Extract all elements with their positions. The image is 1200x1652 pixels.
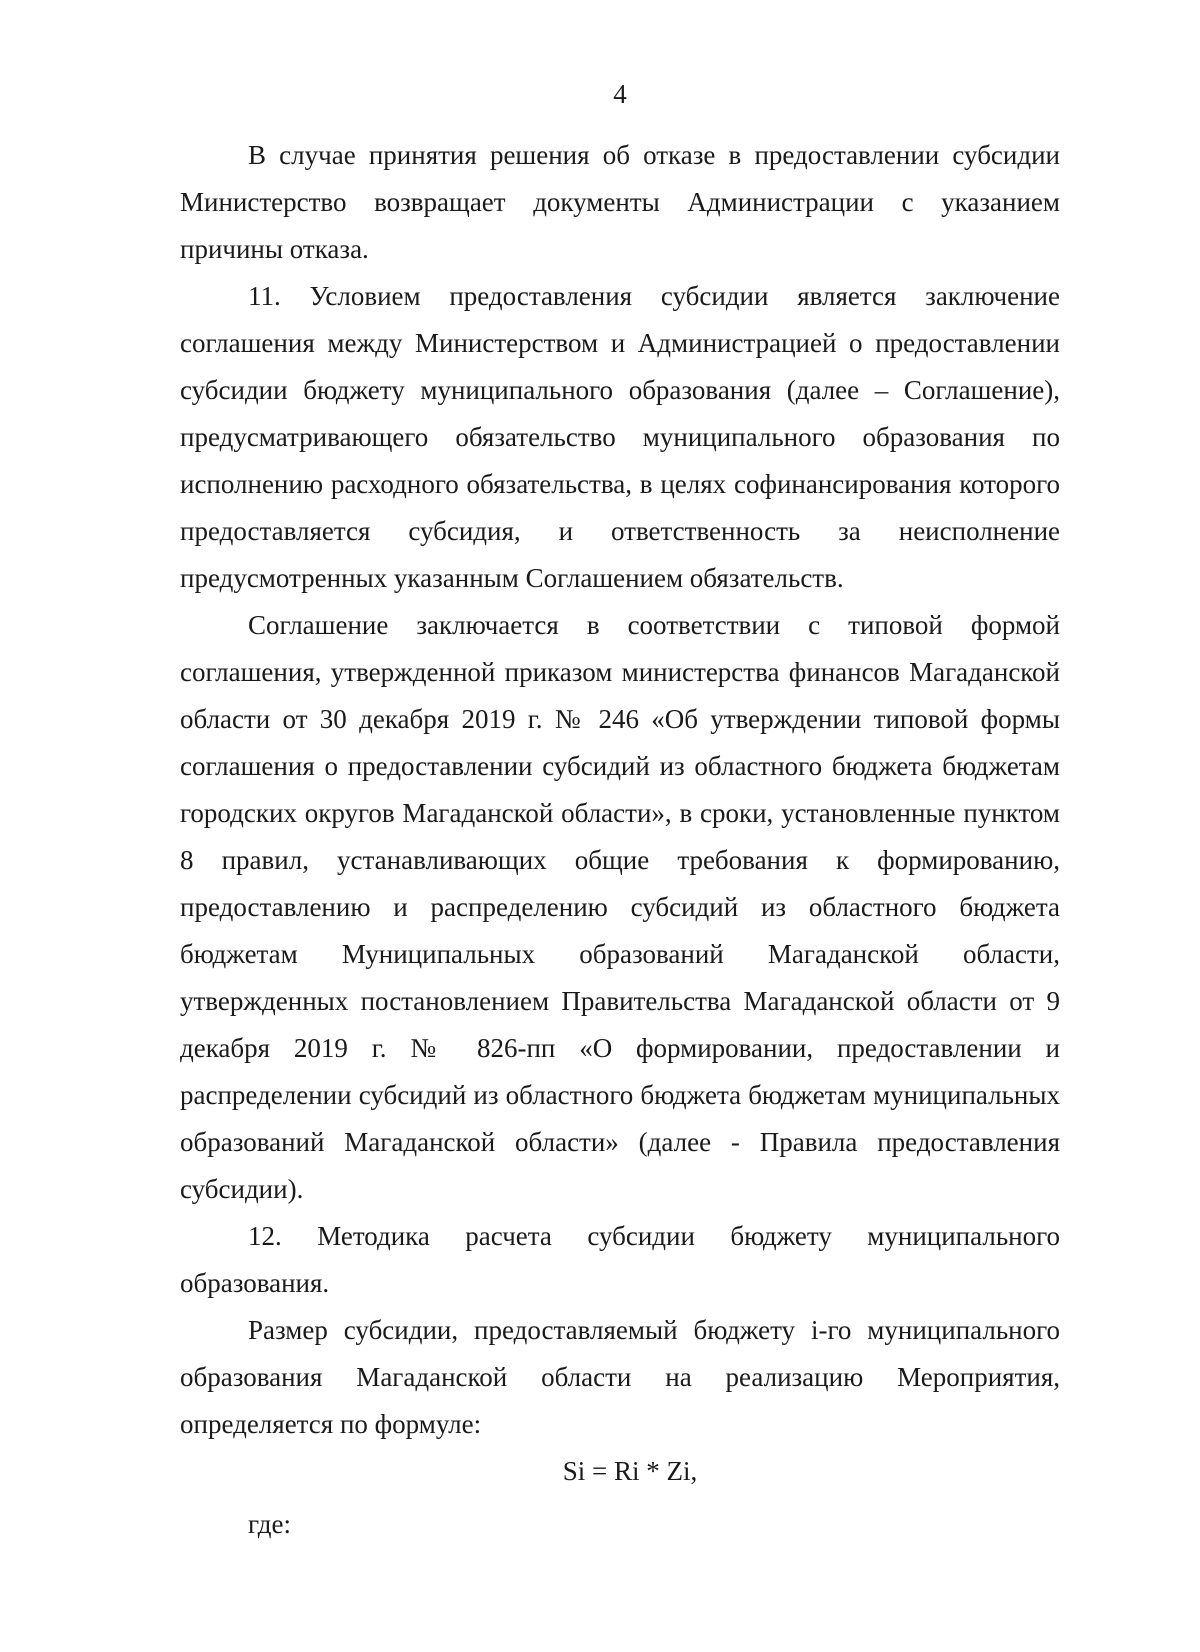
paragraph-item-11: 11. Условием предоставления субсидии является заключение соглашения между Министерством и Администрацией о предоставлении субсидии бюджету муниципального образования (далее – Соглашение), предусматривающего обязательство муниципального образования по исполнению расходного обязательства, в целях софинансирования которого предоставляется субсидия, и ответственность за неисполнение предусмотренных указанным Соглашением обязательств. (180, 281, 1060, 593)
paragraph-agreement: Соглашение заключается в соответствии с типовой формой соглашения, утвержденной приказом министерства финансов Магаданской области от 30 декабря 2019 г. № 246 «Об утверждении типовой формы соглашения о предоставлении субсидий из областного бюджета бюджетам городских округов Магаданской области», в сроки, установленные пунктом 8 правил, устанавливающих общие требования к формированию, предоставлению и распределению субсидий из областного бюджета бюджетам Муниципальных образований Магаданской области, утвержденных постановлением Правительства Магаданской области от 9 декабря 2019 г. № 826-пп «О формировании, предоставлении и распределении субсидий из областного бюджета бюджетам муниципальных образований Магаданской области» (далее - Правила предоставления субсидии). (180, 610, 1060, 1204)
paragraph-item-12: 12. Методика расчета субсидии бюджету муниципального образования. (180, 1221, 1060, 1298)
formula: Si = Ri * Zi, (562, 1456, 698, 1486)
paragraph-refusal: В случае принятия решения об отказе в предоставлении субсидии Министерство возвращает документы Администрации с указанием причины отказа. (180, 140, 1060, 264)
where-label: где: (248, 1509, 291, 1539)
paragraph-subsidy-size: Размер субсидии, предоставляемый бюджету i-го муниципального образования Магаданской области на реализацию Мероприятия, определяется по формуле: (180, 1315, 1060, 1439)
page-number: 4 (613, 79, 627, 109)
document-body (180, 132, 1060, 1548)
